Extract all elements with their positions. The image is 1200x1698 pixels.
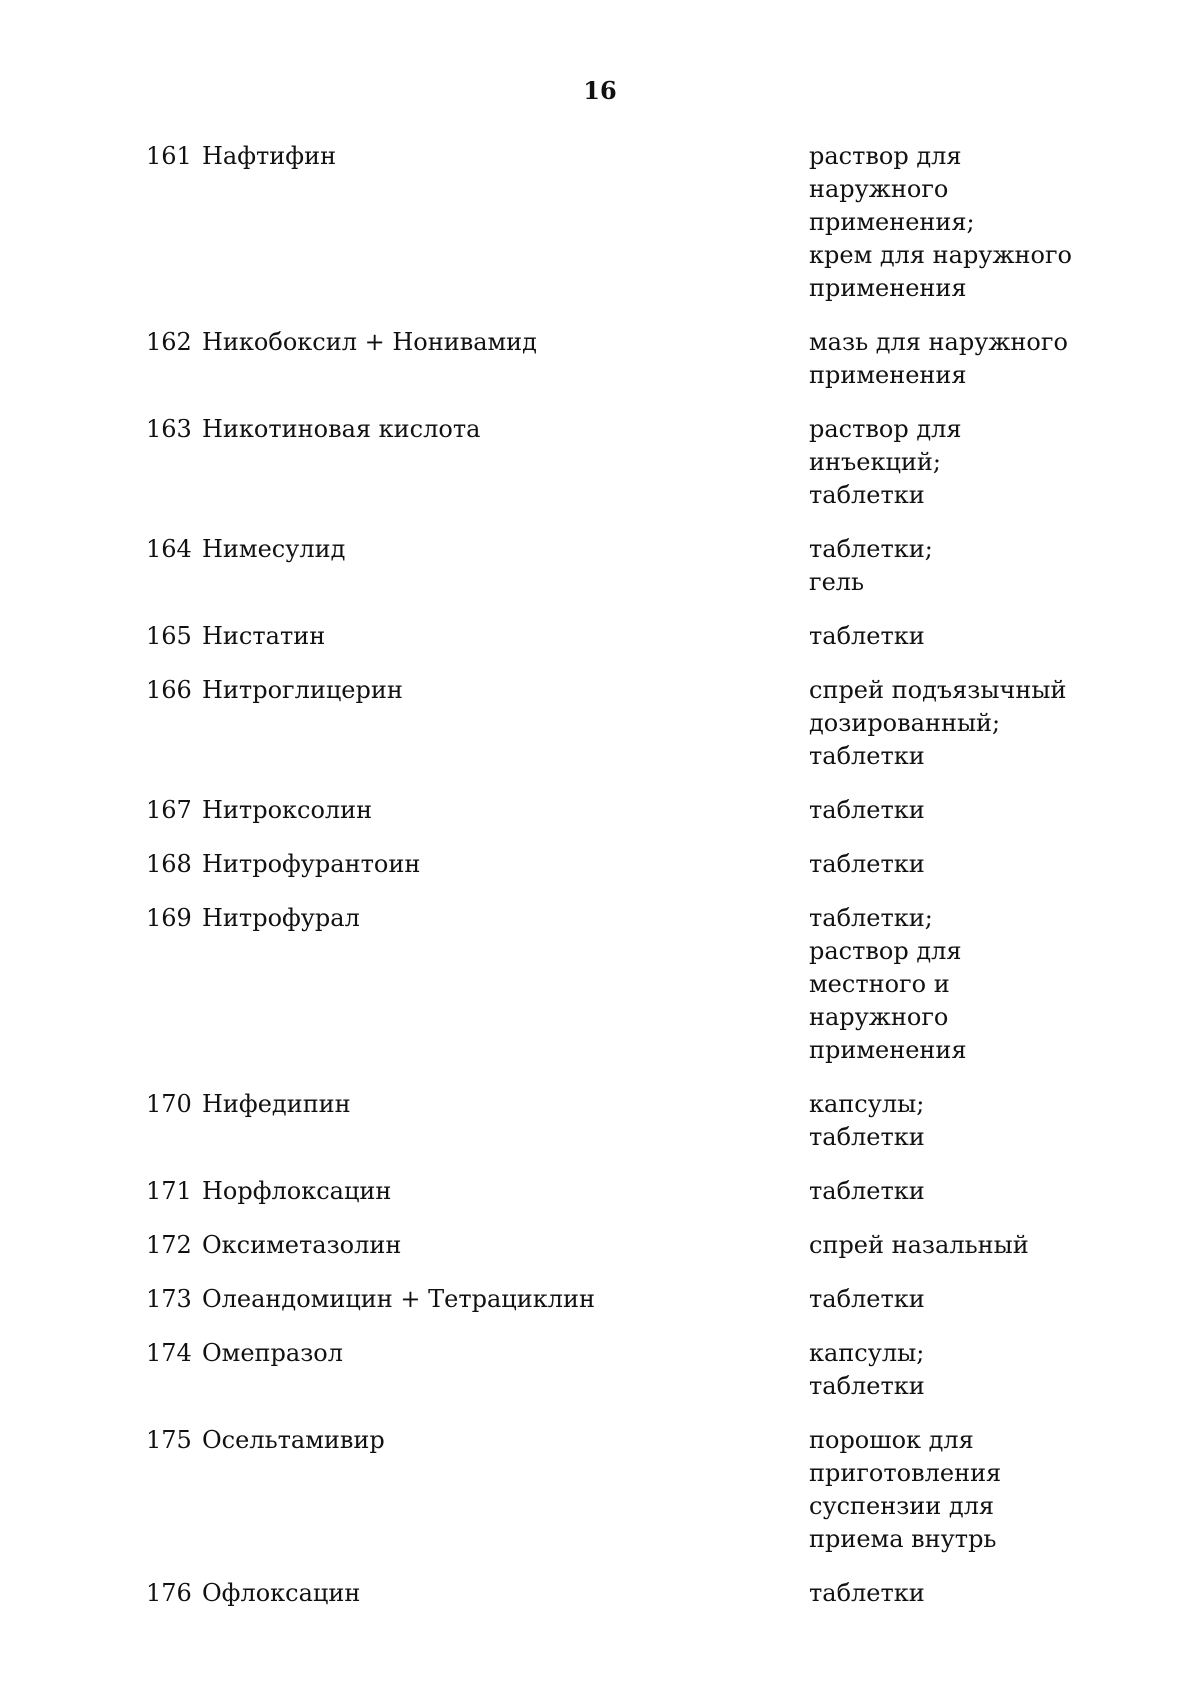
dosage-forms — [809, 1424, 1086, 1556]
dosage-form-line: таблетки; — [809, 904, 933, 932]
list-item — [146, 1175, 1086, 1208]
dosage-forms — [809, 533, 1086, 599]
entry-number: 162 — [146, 328, 192, 356]
drug-name: Нимесулид — [202, 535, 346, 563]
dosage-form-line: применения — [809, 274, 967, 302]
list-item — [146, 1424, 1086, 1556]
list-item — [146, 533, 1086, 599]
list-item — [146, 620, 1086, 653]
dosage-forms — [809, 140, 1086, 305]
dosage-form-line: таблетки — [809, 1177, 925, 1205]
drug-name: Норфлоксацин — [202, 1177, 392, 1205]
list-item — [146, 902, 1086, 1067]
entry-number: 171 — [146, 1177, 192, 1205]
list-item — [146, 140, 1086, 305]
entry-number: 173 — [146, 1285, 192, 1313]
dosage-form-line: таблетки; — [809, 535, 933, 563]
dosage-forms — [809, 794, 1086, 827]
dosage-form-line: спрей подъязычный — [809, 676, 1067, 704]
entry-number: 170 — [146, 1090, 192, 1118]
dosage-forms — [809, 413, 1086, 512]
drug-name: Олеандомицин + Тетрациклин — [202, 1285, 595, 1313]
dosage-forms — [809, 1577, 1086, 1610]
drug-name: Нифедипин — [202, 1090, 351, 1118]
list-item — [146, 326, 1086, 392]
list-item — [146, 848, 1086, 881]
dosage-form-line: порошок для — [809, 1426, 974, 1454]
dosage-forms — [809, 1229, 1086, 1262]
dosage-form-line: раствор для — [809, 142, 962, 170]
dosage-form-line: приготовления — [809, 1459, 1002, 1487]
entry-number: 164 — [146, 535, 192, 563]
list-item — [146, 794, 1086, 827]
list-item — [146, 674, 1086, 773]
drug-name: Нитрофурал — [202, 904, 360, 932]
entry-number: 161 — [146, 142, 192, 170]
entry-number: 168 — [146, 850, 192, 878]
drug-name: Оксиметазолин — [202, 1231, 402, 1259]
entry-number: 169 — [146, 904, 192, 932]
drug-name: Нитроксолин — [202, 796, 373, 824]
dosage-forms — [809, 1088, 1086, 1154]
entry-number: 167 — [146, 796, 192, 824]
dosage-form-line: суспензии для — [809, 1492, 995, 1520]
list-item — [146, 1283, 1086, 1316]
dosage-forms — [809, 1175, 1086, 1208]
dosage-form-line: применения — [809, 361, 967, 389]
drug-name: Никотиновая кислота — [202, 415, 481, 443]
dosage-forms — [809, 674, 1086, 773]
dosage-form-line: таблетки — [809, 1579, 925, 1607]
dosage-form-line: инъекций; — [809, 448, 941, 476]
dosage-form-line: таблетки — [809, 742, 925, 770]
entry-number: 166 — [146, 676, 192, 704]
dosage-form-line: наружного — [809, 175, 949, 203]
entry-number: 174 — [146, 1339, 192, 1367]
dosage-form-line: применения — [809, 1036, 967, 1064]
entry-number: 176 — [146, 1579, 192, 1607]
dosage-form-line: крем для наружного — [809, 241, 1072, 269]
dosage-form-line: гель — [809, 568, 865, 596]
dosage-form-line: применения; — [809, 208, 975, 236]
entry-number: 175 — [146, 1426, 192, 1454]
entry-number: 163 — [146, 415, 192, 443]
entry-number: 172 — [146, 1231, 192, 1259]
dosage-form-line: таблетки — [809, 1372, 925, 1400]
dosage-forms — [809, 1337, 1086, 1403]
dosage-form-line: таблетки — [809, 850, 925, 878]
dosage-forms — [809, 902, 1086, 1067]
dosage-form-line: таблетки — [809, 1285, 925, 1313]
dosage-form-line: капсулы; — [809, 1339, 925, 1367]
dosage-form-line: таблетки — [809, 796, 925, 824]
dosage-form-line: таблетки — [809, 481, 925, 509]
list-item — [146, 1229, 1086, 1262]
dosage-forms — [809, 620, 1086, 653]
list-item — [146, 413, 1086, 512]
dosage-form-line: приема внутрь — [809, 1525, 997, 1553]
entry-number: 165 — [146, 622, 192, 650]
dosage-form-line: дозированный; — [809, 709, 1001, 737]
dosage-form-line: спрей назальный — [809, 1231, 1029, 1259]
drug-name: Омепразол — [202, 1339, 343, 1367]
dosage-form-line: мазь для наружного — [809, 328, 1068, 356]
drug-name: Нистатин — [202, 622, 326, 650]
dosage-form-line: раствор для — [809, 415, 962, 443]
drug-name: Никобоксил + Нонивамид — [202, 328, 537, 356]
page-number: 16 — [583, 76, 617, 105]
dosage-form-line: капсулы; — [809, 1090, 925, 1118]
drug-name: Осельтамивир — [202, 1426, 385, 1454]
list-item — [146, 1088, 1086, 1154]
dosage-form-line: раствор для — [809, 937, 962, 965]
drug-name: Офлоксацин — [202, 1579, 361, 1607]
dosage-forms — [809, 1283, 1086, 1316]
dosage-form-line: таблетки — [809, 622, 925, 650]
dosage-forms — [809, 848, 1086, 881]
list-item — [146, 1337, 1086, 1403]
dosage-form-line: таблетки — [809, 1123, 925, 1151]
list-item — [146, 1577, 1086, 1610]
dosage-form-line: наружного — [809, 1003, 949, 1031]
drug-name: Нитрофурантоин — [202, 850, 421, 878]
drug-name: Нафтифин — [202, 142, 337, 170]
drug-name: Нитроглицерин — [202, 676, 403, 704]
drug-list — [146, 140, 1086, 1631]
dosage-form-line: местного и — [809, 970, 950, 998]
dosage-forms — [809, 326, 1086, 392]
